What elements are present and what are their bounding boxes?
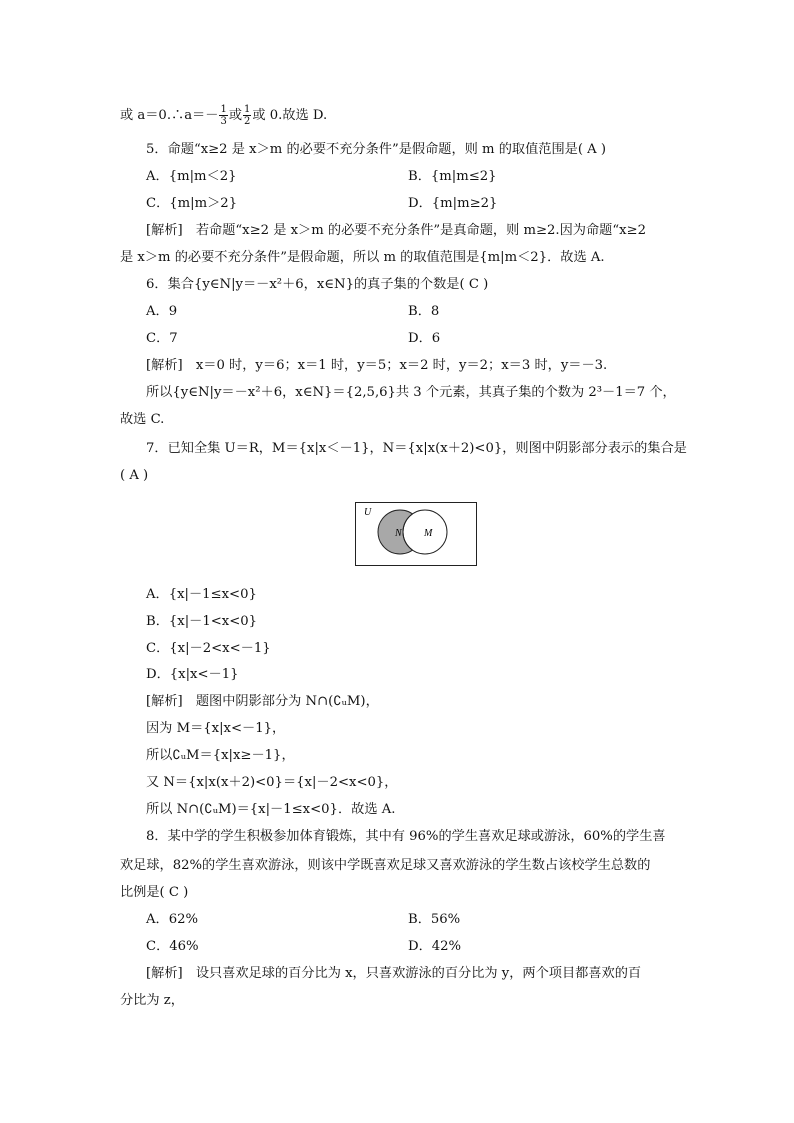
text-line xyxy=(120,104,327,127)
explanation-line: 因为 M＝{x|x<－1}， xyxy=(146,721,286,736)
question-6-stem: 6．集合{y∈N|y＝－x²＋6，x∈N}的真子集的个数是( C ) xyxy=(146,277,489,292)
explanation-line: 分比为 z， xyxy=(120,993,184,1008)
text-fragment: 或 xyxy=(228,108,242,123)
fraction xyxy=(243,104,251,127)
question-8-stem: 8．某中学的学生积极参加体育锻炼，其中有 96%的学生喜欢足球或游泳，60%的学生喜 xyxy=(146,829,666,844)
option-b: B．8 xyxy=(408,304,440,319)
question-5-stem: 5．命题“x≥2 是 x＞m 的必要不充分条件”是假命题，则 m 的取值范围是( A ) xyxy=(146,142,607,157)
fraction xyxy=(219,104,227,127)
explanation-line: 所以 N∩(∁ᵤM)＝{x|－1≤x<0}．故选 A. xyxy=(146,802,396,817)
universal-set-label: U xyxy=(364,507,372,518)
explanation-line: [解析] 若命题“x≥2 是 x＞m 的必要不充分条件”是真命题，则 m≥2.因为命题“x≥2 xyxy=(146,223,646,238)
set-m-label: M xyxy=(424,528,433,539)
option-a: A．{m|m＜2} xyxy=(146,169,237,184)
fraction-numerator: 1 xyxy=(220,104,227,115)
question-8-stem: 比例是( C ) xyxy=(120,885,189,900)
fraction-denominator: 2 xyxy=(244,116,251,127)
venn-diagram xyxy=(355,502,477,566)
fraction-denominator: 3 xyxy=(220,116,227,127)
explanation-line: [解析] 题图中阴影部分为 N∩(∁ᵤM)， xyxy=(146,694,379,709)
text-fragment: 或 a＝0.∴a＝－ xyxy=(120,108,219,123)
set-n-label: N xyxy=(395,528,402,539)
option-d: D．42% xyxy=(408,939,462,954)
explanation-line: 所以∁ᵤM＝{x|x≥－1}， xyxy=(146,748,295,763)
option-b: B．{x|－1<x<0} xyxy=(146,614,258,629)
option-d: D．{x|x<－1} xyxy=(146,667,239,682)
option-d: D．6 xyxy=(408,331,441,346)
option-b: B．56% xyxy=(408,912,461,927)
option-c: C．{m|m＞2} xyxy=(146,196,238,211)
option-b: B．{m|m≤2} xyxy=(408,169,497,184)
fraction-numerator: 1 xyxy=(244,104,251,115)
option-c: C．{x|－2<x<－1} xyxy=(146,641,271,656)
explanation-line: 又 N＝{x|x(x＋2)<0}＝{x|－2<x<0}， xyxy=(146,775,398,790)
option-a: A．62% xyxy=(146,912,199,927)
text-fragment: 或 0.故选 D. xyxy=(252,108,328,123)
question-8-stem: 欢足球，82%的学生喜欢游泳，则该中学既喜欢足球又喜欢游泳的学生数占该校学生总数的 xyxy=(120,858,651,873)
option-c: C．46% xyxy=(146,939,199,954)
explanation-line: [解析] x＝0 时，y＝6；x＝1 时，y＝5；x＝2 时，y＝2；x＝3 时，y＝－3. xyxy=(146,358,608,373)
explanation-line: 所以{y∈N|y＝－x²＋6，x∈N}＝{2,5,6}共 3 个元素，其真子集的个数为 2³－1＝7 个， xyxy=(146,385,676,400)
question-7-answer: ( A ) xyxy=(120,468,149,483)
option-a: A．{x|－1≤x<0} xyxy=(146,587,257,602)
question-7-stem: 7．已知全集 U＝R，M＝{x|x＜－1}，N＝{x|x(x＋2)<0}，则图中阴影部分表示的集合是 xyxy=(146,441,687,456)
option-c: C．7 xyxy=(146,331,178,346)
explanation-line: [解析] 设只喜欢足球的百分比为 x，只喜欢游泳的百分比为 y，两个项目都喜欢的百 xyxy=(146,966,642,981)
option-a: A．9 xyxy=(146,304,178,319)
explanation-line: 是 x＞m 的必要不充分条件”是假命题，所以 m 的取值范围是{m|m＜2}．故选 A. xyxy=(120,250,605,265)
option-d: D．{m|m≥2} xyxy=(408,196,498,211)
explanation-line: 故选 C. xyxy=(120,412,165,427)
